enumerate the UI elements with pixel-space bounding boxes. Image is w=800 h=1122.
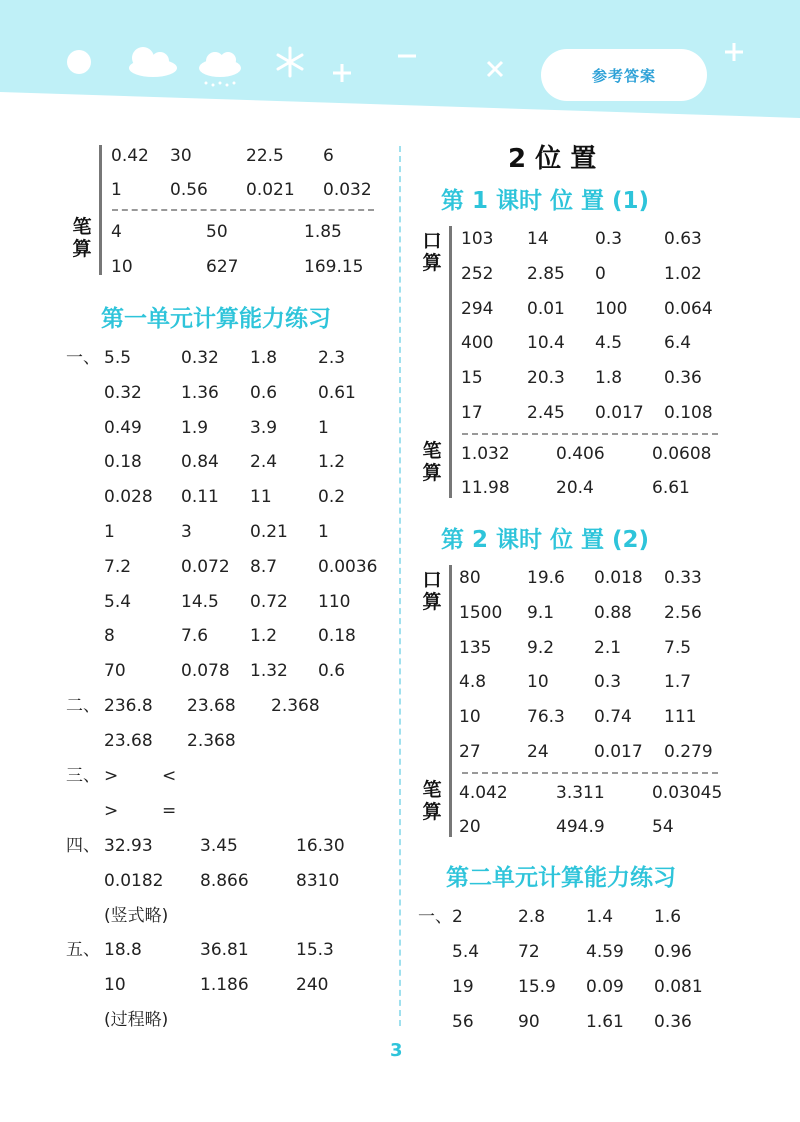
vertical-label-char: 算: [422, 801, 442, 823]
answer-cell: 1.36: [181, 382, 219, 403]
answer-cell: 9.2: [527, 637, 555, 658]
answer-cell: 240: [296, 974, 329, 995]
answer-cell: 1.7: [664, 672, 692, 693]
answer-cell: 10.4: [527, 333, 565, 354]
answer-cell: 14: [527, 229, 549, 249]
answer-cell: 0.36: [664, 368, 702, 389]
answer-cell: 3.45: [200, 836, 238, 856]
answer-cell: 4.5: [595, 333, 623, 354]
bracket-bar: [99, 145, 102, 275]
answer-cell: 2: [452, 907, 463, 927]
answer-cell: 15.9: [518, 977, 556, 997]
answer-cell: 2.368: [271, 696, 320, 716]
answer-cell: 4.042: [459, 783, 508, 803]
answer-cell: 0.42: [111, 146, 149, 166]
answer-cell: 0.032: [323, 180, 372, 200]
answer-cell: 400: [461, 333, 494, 354]
answer-cell: 2.85: [527, 263, 565, 284]
answer-cell: 1.8: [595, 368, 623, 389]
answer-cell: 2.3: [318, 348, 346, 368]
answer-cell: 1.61: [586, 1012, 624, 1032]
answer-cell: 100: [595, 298, 628, 319]
answer-cell: 0.3: [594, 672, 622, 693]
answer-cell: <: [162, 766, 177, 786]
answer-cell: 5.5: [104, 348, 132, 368]
answer-cell: 1.32: [250, 661, 288, 682]
answer-cell: 0.017: [595, 403, 644, 423]
vertical-label-char: 口: [422, 569, 442, 591]
unit2-title: 第二单元计算能力练习: [446, 865, 676, 891]
answer-cell: 32.93: [104, 836, 153, 856]
answer-cell: 3.311: [556, 783, 605, 803]
answer-cell: 0.18: [318, 626, 356, 647]
lesson1-bi-suan-label: [421, 440, 443, 484]
lesson2-bracket: [449, 565, 452, 837]
answer-cell: 0.03045: [652, 783, 723, 803]
vertical-label-char: 口: [422, 230, 442, 252]
answer-cell: 0.064: [664, 298, 713, 319]
answer-cell: 6.4: [664, 333, 692, 354]
lesson2-dash: [462, 772, 718, 774]
answer-cell: 0.74: [594, 707, 632, 728]
vertical-label-char: 笔: [422, 440, 442, 462]
answer-cell: 0.028: [104, 487, 153, 508]
answer-cell: 0: [595, 263, 606, 284]
answer-cell: 103: [461, 229, 494, 249]
vertical-label-char: 笔: [422, 779, 442, 801]
answer-cell: >: [104, 800, 119, 821]
answer-cell: 16.30: [296, 836, 345, 856]
answer-cell: 15: [461, 368, 483, 389]
answer-key-badge: 参考答案: [541, 49, 707, 101]
answer-cell: 14.5: [181, 591, 219, 612]
answer-cell: 1.8: [250, 348, 278, 368]
note-text: (过程略): [104, 1010, 169, 1030]
answer-cell: 8.7: [250, 556, 278, 577]
answer-cell: 1.9: [181, 417, 209, 438]
answer-cell: 0.72: [250, 591, 288, 612]
vertical-label-char: 算: [422, 252, 442, 274]
answer-cell: 0.017: [594, 742, 643, 762]
lesson1-kou-suan-label: [421, 230, 443, 274]
answer-cell: 22.5: [246, 146, 284, 166]
answer-cell: 1.02: [664, 263, 702, 284]
answer-cell: 3.9: [250, 417, 278, 438]
answer-cell: 169.15: [304, 257, 364, 277]
answer-cell: 3: [181, 522, 192, 542]
answer-cell: 0.32: [181, 348, 219, 368]
answer-cell: 54: [652, 817, 674, 837]
answer-cell: 0.6: [318, 661, 346, 682]
lesson2-title: 第 2 课时 位 置 (2): [441, 527, 650, 553]
answer-cell: 135: [459, 637, 492, 658]
answer-cell: 1.4: [586, 907, 614, 927]
answer-cell: 50: [206, 222, 228, 242]
answer-cell: 4: [111, 222, 122, 242]
answer-cell: 76.3: [527, 707, 565, 728]
answer-cell: 0.072: [181, 556, 230, 577]
answer-cell: 0.96: [654, 942, 692, 962]
answer-cell: 2.45: [527, 403, 565, 423]
answer-cell: 18.8: [104, 940, 142, 960]
answer-cell: 19: [452, 977, 474, 997]
answer-cell: 1500: [459, 602, 503, 623]
answer-cell: 0.0182: [104, 870, 164, 891]
answer-cell: 11: [250, 487, 272, 508]
bi-suan-label: [71, 216, 93, 260]
answer-cell: 24: [527, 742, 549, 762]
answer-cell: 0.108: [664, 403, 713, 423]
answer-cell: 36.81: [200, 940, 249, 960]
answer-cell: 6.61: [652, 478, 690, 498]
answer-cell: 0.406: [556, 444, 605, 464]
answer-cell: 10: [111, 257, 133, 277]
answer-cell: 1: [318, 522, 329, 542]
answer-cell: 4.8: [459, 672, 487, 693]
answer-cell: =: [162, 800, 177, 821]
answer-cell: 15.3: [296, 940, 334, 960]
answer-cell: 110: [318, 591, 351, 612]
answer-cell: 0.018: [594, 568, 643, 588]
answer-cell: 0.18: [104, 452, 142, 473]
answer-cell: 5.4: [452, 942, 480, 962]
answer-cell: 1.85: [304, 222, 342, 242]
answer-cell: 0.2: [318, 487, 346, 508]
column-divider: [399, 146, 401, 1026]
vertical-label-char: 笔: [72, 216, 92, 238]
answer-cell: 90: [518, 1012, 540, 1032]
answer-cell: 0.078: [181, 661, 230, 682]
answer-cell: 9.1: [527, 602, 555, 623]
vertical-label-char: 算: [422, 462, 442, 484]
answer-cell: 627: [206, 257, 239, 277]
answer-cell: 494.9: [556, 817, 605, 837]
answer-cell: 1.2: [318, 452, 346, 473]
answer-cell: 1: [111, 180, 122, 200]
answer-cell: 10: [527, 672, 549, 693]
answer-cell: 1.2: [250, 626, 278, 647]
answer-cell: 0.081: [654, 977, 703, 997]
answer-cell: >: [104, 766, 119, 786]
answer-cell: 1: [318, 417, 329, 438]
answer-cell: 6: [323, 146, 334, 166]
question-label: 二、: [66, 696, 100, 716]
answer-cell: 0.84: [181, 452, 219, 473]
vertical-label-char: 算: [72, 238, 92, 260]
answer-cell: 8310: [296, 870, 340, 891]
answer-cell: 0.11: [181, 487, 219, 508]
answer-cell: 5.4: [104, 591, 132, 612]
question-label: 五、: [66, 940, 100, 960]
answer-cell: 0.279: [664, 742, 713, 762]
chapter-title: 2 位 置: [508, 144, 597, 174]
answer-cell: 23.68: [187, 696, 236, 716]
answer-cell: 2.1: [594, 637, 622, 658]
answer-cell: 0.09: [586, 977, 624, 997]
answer-cell: 4.59: [586, 942, 624, 962]
answer-cell: 30: [170, 146, 192, 166]
lesson1-title: 第 1 课时 位 置 (1): [441, 188, 650, 214]
unit1-title: 第一单元计算能力练习: [101, 306, 331, 332]
answer-cell: 2.56: [664, 602, 702, 623]
answer-cell: 10: [104, 974, 126, 995]
answer-cell: 11.98: [461, 478, 510, 498]
answer-cell: 0.33: [664, 568, 702, 588]
answer-cell: 0.21: [250, 522, 288, 542]
page-number: 3: [390, 1040, 403, 1061]
answer-cell: 0.63: [664, 229, 702, 249]
answer-cell: 80: [459, 568, 481, 588]
answer-cell: 236.8: [104, 696, 153, 716]
answer-cell: 2.368: [187, 730, 236, 751]
answer-cell: 0.01: [527, 298, 565, 319]
answer-cell: 1: [104, 522, 115, 542]
answer-cell: 7.5: [664, 637, 692, 658]
answer-cell: 7.2: [104, 556, 132, 577]
question-label: 一、: [66, 348, 100, 368]
answer-cell: 0.36: [654, 1012, 692, 1032]
answer-cell: 7.6: [181, 626, 209, 647]
answer-cell: 0.88: [594, 602, 632, 623]
answer-cell: 0.0608: [652, 444, 712, 464]
answer-cell: 20: [459, 817, 481, 837]
answer-cell: 1.186: [200, 974, 249, 995]
answer-cell: 2.8: [518, 907, 546, 927]
answer-cell: 17: [461, 403, 483, 423]
answer-cell: 0.3: [595, 229, 623, 249]
answer-cell: 0.61: [318, 382, 356, 403]
answer-cell: 19.6: [527, 568, 565, 588]
question-label: 四、: [66, 836, 100, 856]
answer-cell: 2.4: [250, 452, 278, 473]
answer-cell: 0.0036: [318, 556, 378, 577]
answer-cell: 0.6: [250, 382, 278, 403]
answer-cell: 8: [104, 626, 115, 647]
answer-cell: 20.4: [556, 478, 594, 498]
question-label: 三、: [66, 766, 100, 786]
answer-cell: 23.68: [104, 730, 153, 751]
note-text: (竖式略): [104, 906, 169, 926]
answer-cell: 20.3: [527, 368, 565, 389]
answer-cell: 1.032: [461, 444, 510, 464]
lesson1-bracket: [449, 226, 452, 498]
answer-cell: 70: [104, 661, 126, 682]
answer-cell: 0.49: [104, 417, 142, 438]
answer-cell: 8.866: [200, 870, 249, 891]
answer-cell: 72: [518, 942, 540, 962]
lesson2-kou-suan-label: [421, 569, 443, 613]
vertical-label-char: 算: [422, 591, 442, 613]
answer-cell: 111: [664, 707, 697, 728]
answer-cell: 0.021: [246, 180, 295, 200]
answer-cell: 252: [461, 263, 494, 284]
answer-cell: 0.32: [104, 382, 142, 403]
answer-cell: 294: [461, 298, 494, 319]
lesson2-bi-suan-label: [421, 779, 443, 823]
answer-cell: 56: [452, 1012, 474, 1032]
question-label: 一、: [418, 907, 452, 927]
answer-cell: 10: [459, 707, 481, 728]
answer-cell: 1.6: [654, 907, 682, 927]
lesson1-dash: [462, 433, 718, 435]
section-dash: [112, 209, 374, 211]
sun-icon: [67, 50, 91, 74]
answer-cell: 0.56: [170, 180, 208, 200]
answer-cell: 27: [459, 742, 481, 762]
